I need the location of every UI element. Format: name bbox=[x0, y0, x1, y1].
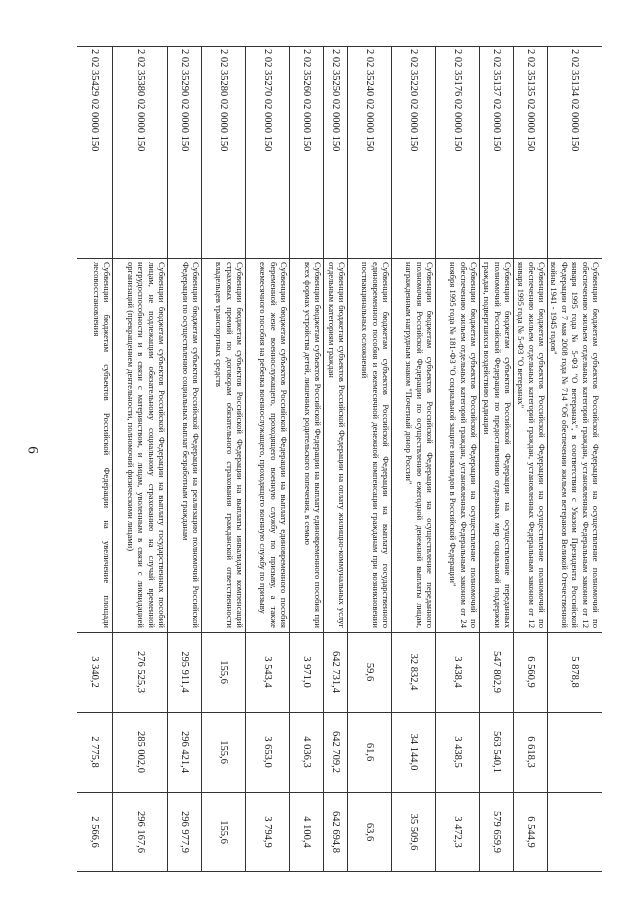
value-col-2: 642 709,2 bbox=[330, 731, 342, 773]
row-description: Субвенции бюджетам субъектов Российской Федерации на выплату государственных пособий лицам, не подлежащим обязательному социальному страхованию на случай временной нетрудоспособности и в связи с материнством, и лицам, уволенным в связи с ликвидацией организаций (прекращением деятельности, полномочий физическими лицами) bbox=[125, 262, 167, 628]
budget-code: 2 02 35270 02 0000 150 bbox=[262, 49, 274, 152]
value-col-1: 295 911,4 bbox=[179, 651, 191, 693]
page-number-text: 6 bbox=[24, 446, 41, 454]
value-col-3: 6 544,9 bbox=[525, 816, 537, 848]
value-col-2 bbox=[548, 712, 602, 792]
page-number bbox=[18, 436, 46, 464]
table-row bbox=[290, 46, 324, 872]
value-col-2: 2 775,8 bbox=[89, 736, 101, 768]
budget-code: 2 02 35290 02 0000 150 bbox=[179, 49, 191, 152]
value-col-3: 63,6 bbox=[364, 822, 376, 842]
row-description: Субвенции бюджетам субъектов Российской Федерации на увеличение площади лесовосстановления bbox=[91, 262, 112, 628]
value-col-3: 4 100,4 bbox=[301, 816, 313, 848]
value-col-2: 563 540,1 bbox=[491, 731, 503, 773]
value-col-1: 276 525,3 bbox=[135, 651, 146, 693]
table-row bbox=[436, 46, 480, 872]
table-row bbox=[202, 46, 246, 872]
value-col-2: 285 002,0 bbox=[135, 731, 146, 773]
value-col-1: 3 438,4 bbox=[452, 656, 464, 688]
row-description: Субвенции бюджетам субъектов Российской Федерации на оплату жилищно-коммунальных услуг отдельным категориям граждан bbox=[326, 262, 347, 628]
budget-code: 2 02 35134 02 0000 150 bbox=[569, 49, 581, 152]
budget-code: 2 02 35240 02 0000 150 bbox=[364, 49, 376, 152]
value-col-2: 34 144,0 bbox=[408, 733, 420, 771]
value-col-3: 155,6 bbox=[218, 820, 230, 844]
value-col-1: 3 971,0 bbox=[301, 656, 313, 688]
value-col-1: 32 832,4 bbox=[408, 653, 420, 691]
budget-table bbox=[77, 46, 602, 872]
table-row bbox=[246, 46, 290, 872]
budget-code: 2 02 35250 02 0000 150 bbox=[330, 49, 342, 152]
value-col-1: 59,6 bbox=[364, 662, 376, 682]
table-row bbox=[392, 46, 436, 872]
value-col-2: 3 653,0 bbox=[262, 736, 274, 768]
value-col-3: 3 472,3 bbox=[452, 816, 464, 848]
budget-code: 2 02 35429 02 0000 150 bbox=[89, 49, 101, 152]
row-description: Субвенции бюджетам субъектов Российской Федерации на осуществление полномочий по обеспечению жильем отдельных категорий граждан, установленных Федеральным законом от 12 января 1995 года № 5-ФЗ "О ветеранах", в соответствии с Указом Президента Российской Федерации от 7 мая 2008 года № 714 "Об обеспечении жильем ветеранов Великой Отечественной войны 1941 - 1945 годов" bbox=[549, 262, 601, 628]
value-col-1: 5 878,8 bbox=[569, 656, 581, 688]
budget-code: 2 02 35220 02 0000 150 bbox=[408, 49, 420, 152]
value-col-3: 35 509,6 bbox=[408, 813, 420, 851]
table-row bbox=[348, 46, 392, 872]
budget-code: 2 02 35380 02 0000 150 bbox=[135, 49, 146, 152]
value-col-1: 6 560,9 bbox=[525, 656, 537, 688]
row-description: Субвенции бюджетам субъектов Российской Федерации на осуществление переданного полномочия Российской Федерации по осуществлению ежегодной денежной выплаты лицам, награжденным нагрудным знаком "Почетный донор России" bbox=[404, 262, 435, 628]
table-row bbox=[548, 46, 602, 872]
value-col-3: 579 659,9 bbox=[491, 811, 503, 853]
value-col-2: 6 618,3 bbox=[525, 736, 537, 768]
value-col-3: 642 694,8 bbox=[330, 811, 342, 853]
value-col-1: 155,6 bbox=[218, 660, 230, 684]
row-description: Субвенции бюджетам субъектов Российской Федерации на выплаты инвалидам компенсаций страховых премий по договорам обязательного страхования гражданской ответственности владельцев транспортных средств bbox=[214, 262, 245, 628]
table-row bbox=[113, 46, 168, 872]
value-col-3: 3 794,9 bbox=[262, 816, 274, 848]
table-row bbox=[168, 46, 202, 872]
value-col-2: 296 421,4 bbox=[179, 731, 191, 773]
table-row bbox=[514, 46, 548, 872]
value-col-1: 547 802,9 bbox=[491, 651, 503, 693]
row-description: Субвенции бюджетам субъектов Российской Федерации на реализацию полномочий Российской Федерации по осуществлению социальных выплат безработным гражданам bbox=[180, 262, 201, 628]
value-col-2: 61,6 bbox=[364, 742, 376, 762]
value-col-1: 642 731,4 bbox=[330, 651, 342, 693]
budget-code: 2 02 35280 02 0000 150 bbox=[218, 49, 230, 152]
value-col-2: 155,6 bbox=[218, 740, 230, 764]
row-description: Субвенции бюджетам субъектов Российской Федерации на осуществление переданных полномочий Российской Федерации по предоставлению отдельных мер социальной поддержки граждан, подвергшихся воздействию радиации bbox=[482, 262, 513, 628]
row-description: Субвенции бюджетам субъектов Российской Федерации на выплату единовременного пособия беременной жене военнослужащего, проходящего военную службу по призыву, а также ежемесячного пособия на ребенка военнослужащего, проходящего военную службу по призыву bbox=[258, 262, 289, 628]
value-col-2: 3 438,5 bbox=[452, 736, 464, 768]
budget-code: 2 02 35137 02 0000 150 bbox=[491, 49, 503, 152]
value-col-1: 3 543,4 bbox=[262, 656, 274, 688]
value-col-3: 2 566,6 bbox=[89, 816, 101, 848]
value-col-1: 3 340,2 bbox=[89, 656, 101, 688]
value-col-3: 296 167,6 bbox=[135, 811, 146, 853]
value-col-3: 296 977,9 bbox=[179, 811, 191, 853]
table-row bbox=[480, 46, 514, 872]
table-row bbox=[324, 46, 348, 872]
value-col-3 bbox=[548, 792, 602, 872]
row-description: Субвенции бюджетам субъектов Российской Федерации на выплату государственного единовременного пособия и ежемесячной денежной компенсации гражданам при возникновении поствакцинальных осложнений bbox=[360, 262, 391, 628]
budget-code: 2 02 35135 02 0000 150 bbox=[525, 49, 537, 152]
row-description: Субвенции бюджетам субъектов Российской Федерации на выплату единовременного пособия при всех формах устройства детей, лишенных родительского попечения, в семью bbox=[302, 262, 323, 628]
row-description: Субвенции бюджетам субъектов Российской Федерации на осуществление полномочий по обеспечению жильем отдельных категорий граждан, установленных Федеральным законом от 12 января 1995 года № 5-ФЗ "О ветеранах" bbox=[516, 262, 547, 628]
value-col-2: 4 036,3 bbox=[301, 736, 313, 768]
budget-code: 2 02 35260 02 0000 150 bbox=[301, 49, 313, 152]
row-description: Субвенции бюджетам субъектов Российской Федерации на осуществление полномочий по обеспечению жильем отдельных категорий граждан, установленных Федеральным законом от 24 ноября 1995 года № 181-ФЗ "О социальной защите инвалидов в Российской Федерации" bbox=[448, 262, 479, 628]
table-row bbox=[77, 46, 113, 872]
budget-code: 2 02 35176 02 0000 150 bbox=[452, 49, 464, 152]
